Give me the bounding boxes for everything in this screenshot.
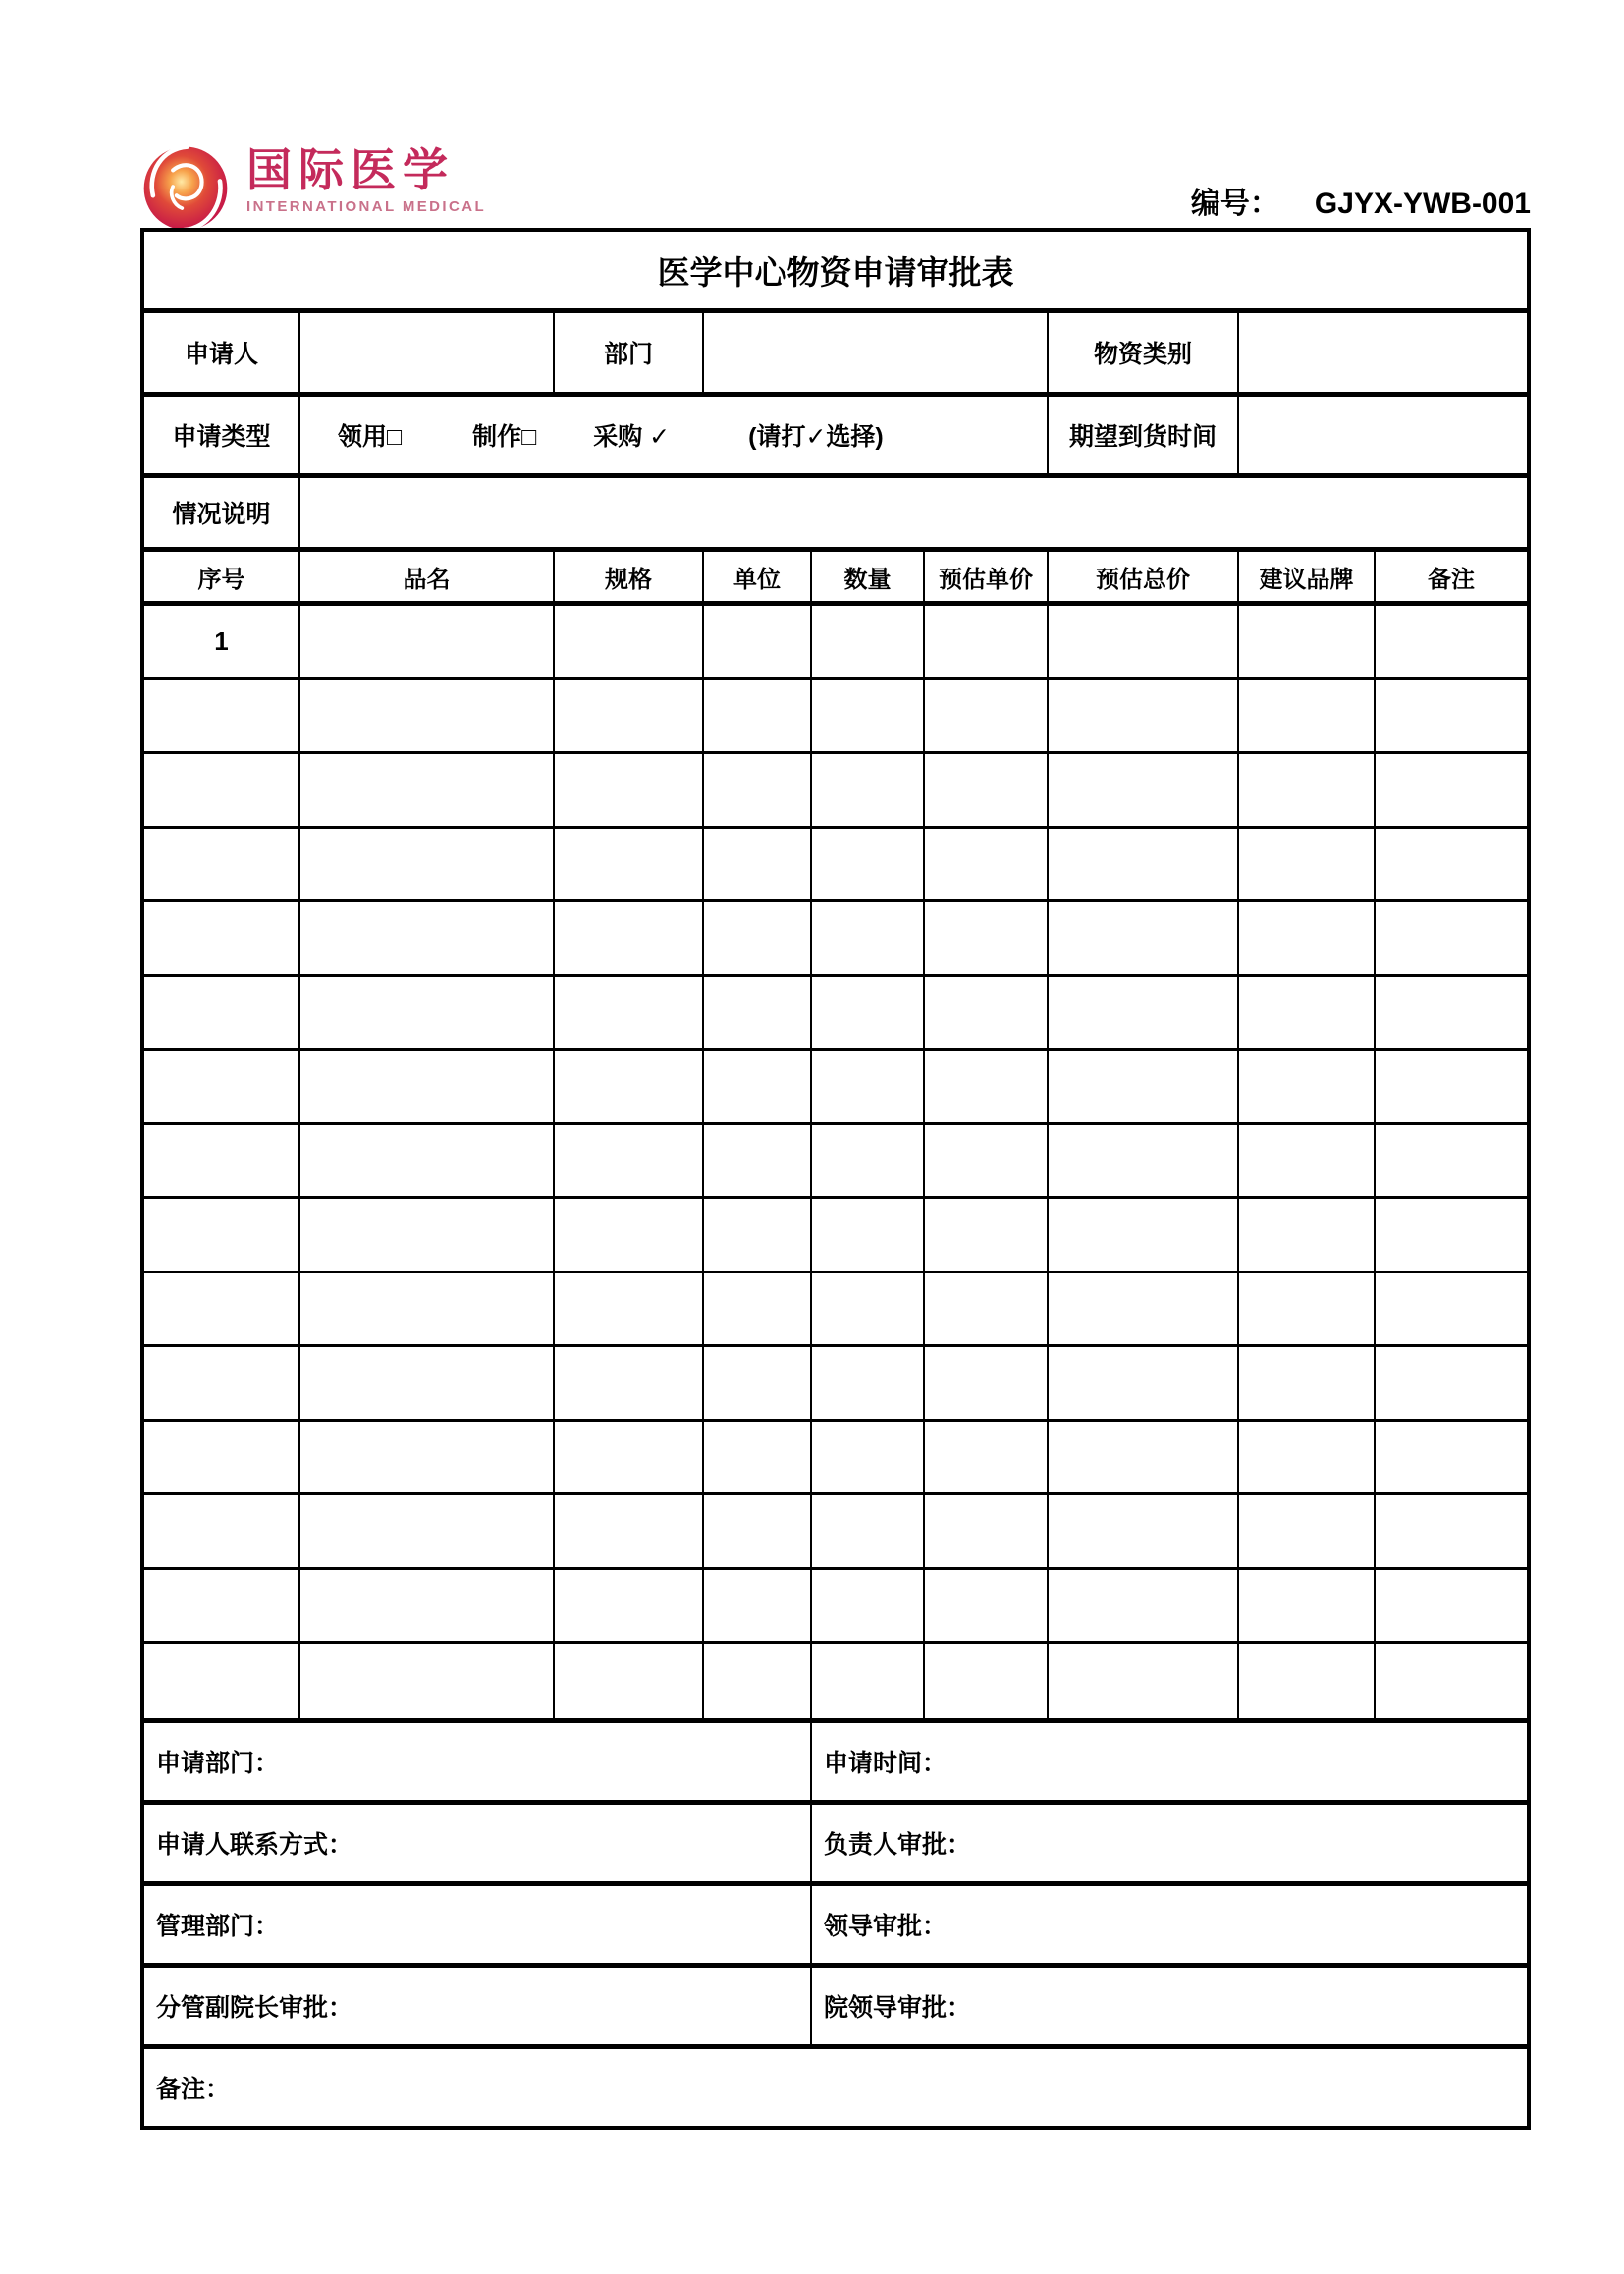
item-cell[interactable]: [144, 680, 300, 752]
table-row: [144, 754, 1527, 829]
item-cell[interactable]: [1376, 1570, 1527, 1642]
item-cell[interactable]: [704, 754, 812, 826]
item-cell[interactable]: [1239, 829, 1376, 900]
item-cell[interactable]: [812, 1347, 925, 1419]
item-cell[interactable]: [1376, 680, 1527, 752]
brand-logo: [140, 141, 486, 232]
item-cell[interactable]: [925, 902, 1049, 974]
item-cell[interactable]: [704, 902, 812, 974]
item-cell[interactable]: [704, 1199, 812, 1271]
col-header-brand: 建议品牌: [1239, 552, 1376, 601]
item-cell[interactable]: [555, 1347, 704, 1419]
col-header-total-price: 预估总价: [1049, 552, 1239, 601]
item-cell[interactable]: [812, 1051, 925, 1122]
approval-row: [144, 1968, 1527, 2049]
item-cell[interactable]: [300, 1347, 555, 1419]
item-cell[interactable]: [704, 606, 812, 677]
item-cell[interactable]: [144, 1644, 300, 1718]
item-cell[interactable]: [555, 1644, 704, 1718]
item-cell[interactable]: [300, 1273, 555, 1345]
table-row: [144, 977, 1527, 1052]
item-cell[interactable]: [1239, 606, 1376, 677]
item-cell[interactable]: [704, 680, 812, 752]
approval-field-right[interactable]: 领导审批：: [824, 1912, 947, 1940]
approval-row: [144, 1886, 1527, 1968]
col-header-unit-price: 预估单价: [925, 552, 1049, 601]
item-cell[interactable]: [1376, 1347, 1527, 1419]
table-row: [144, 1125, 1527, 1200]
applicant-input[interactable]: [300, 313, 555, 392]
item-cell[interactable]: [925, 1422, 1049, 1493]
item-cell[interactable]: [300, 1051, 555, 1122]
item-cell[interactable]: [1049, 902, 1239, 974]
item-cell[interactable]: [1049, 1347, 1239, 1419]
approval-field-left[interactable]: 管理部门：: [144, 1886, 812, 1963]
brand-name-en: INTERNATIONAL MEDICAL: [246, 197, 487, 215]
request-type-options: [300, 397, 1049, 473]
item-cell[interactable]: [704, 1051, 812, 1122]
col-header-unit: 单位: [704, 552, 812, 601]
brand-text: [246, 145, 486, 215]
department-input[interactable]: [704, 313, 1049, 392]
item-cell[interactable]: [812, 606, 925, 677]
item-cell[interactable]: [812, 1273, 925, 1345]
item-cell[interactable]: [812, 902, 925, 974]
item-cell[interactable]: [704, 1347, 812, 1419]
item-cell[interactable]: [1376, 902, 1527, 974]
col-header-remark: 备注: [1428, 566, 1475, 593]
item-cell[interactable]: [1376, 1199, 1527, 1271]
item-cell[interactable]: [300, 1644, 555, 1718]
item-cell[interactable]: [300, 680, 555, 752]
item-cell[interactable]: [555, 1422, 704, 1493]
item-cell[interactable]: [1376, 1051, 1527, 1122]
item-cell[interactable]: [812, 754, 925, 826]
item-cell[interactable]: [144, 1199, 300, 1271]
item-cell[interactable]: [555, 1125, 704, 1197]
item-cell[interactable]: [704, 1125, 812, 1197]
form-title: 医学中心物资申请审批表: [657, 253, 1014, 291]
item-cell[interactable]: [1049, 1570, 1239, 1642]
item-cell[interactable]: [704, 1273, 812, 1345]
table-row: [144, 1422, 1527, 1496]
item-cell[interactable]: [1376, 1125, 1527, 1197]
table-row: [144, 1273, 1527, 1348]
item-cell[interactable]: [925, 1644, 1049, 1718]
item-cell[interactable]: [1239, 902, 1376, 974]
item-cell[interactable]: [1239, 1495, 1376, 1567]
note-label: 备注：: [156, 2075, 231, 2103]
col-header-index: 序号: [144, 552, 300, 601]
item-cell[interactable]: [300, 1422, 555, 1493]
item-cell[interactable]: [1049, 1495, 1239, 1567]
approval-field-left[interactable]: 分管副院长审批：: [144, 1968, 812, 2044]
item-cell[interactable]: [812, 1422, 925, 1493]
item-cell[interactable]: [1049, 1422, 1239, 1493]
approval-field-right[interactable]: 院领导审批：: [824, 1993, 972, 2022]
approval-row: [144, 1805, 1527, 1886]
item-cell[interactable]: [1239, 1125, 1376, 1197]
item-cell[interactable]: [1239, 1347, 1376, 1419]
item-cell[interactable]: [300, 829, 555, 900]
item-cell[interactable]: [812, 829, 925, 900]
item-cell[interactable]: [300, 1570, 555, 1642]
table-row: [144, 1347, 1527, 1422]
item-cell[interactable]: [300, 606, 555, 677]
item-cell[interactable]: [1376, 829, 1527, 900]
item-cell[interactable]: [144, 1495, 300, 1567]
item-cell[interactable]: [1239, 1273, 1376, 1345]
item-cell[interactable]: [1239, 754, 1376, 826]
item-cell[interactable]: [925, 977, 1049, 1049]
table-row: [144, 1570, 1527, 1645]
request-type-row: [144, 397, 1527, 478]
note-input[interactable]: [144, 2049, 1527, 2126]
item-cell[interactable]: [300, 1199, 555, 1271]
item-cell[interactable]: [925, 1570, 1049, 1642]
item-cell[interactable]: [812, 1199, 925, 1271]
item-cell[interactable]: [1049, 1125, 1239, 1197]
table-row: [144, 1199, 1527, 1273]
request-form-table: [140, 228, 1531, 2130]
item-cell[interactable]: [144, 754, 300, 826]
items-header-row: [144, 552, 1527, 606]
item-cell[interactable]: [704, 829, 812, 900]
item-cell[interactable]: [144, 829, 300, 900]
item-cell[interactable]: [1376, 1644, 1527, 1718]
brand-name-cn: 国际医学: [246, 144, 455, 195]
item-cell[interactable]: [1376, 1273, 1527, 1345]
item-cell[interactable]: [704, 1495, 812, 1567]
item-cell[interactable]: [300, 1125, 555, 1197]
rose-logo-icon: [140, 141, 231, 232]
item-cell[interactable]: [1376, 977, 1527, 1049]
table-row: [144, 1644, 1527, 1718]
item-cell[interactable]: [144, 1570, 300, 1642]
item-cell[interactable]: [300, 902, 555, 974]
option-collect-checkbox[interactable]: 领用□: [338, 423, 403, 451]
table-row: [144, 1051, 1527, 1125]
item-cell[interactable]: [1239, 977, 1376, 1049]
item-cell[interactable]: [812, 977, 925, 1049]
col-header-spec: 规格: [555, 552, 704, 601]
col-header-quantity: 数量: [812, 552, 925, 601]
item-cell[interactable]: [555, 606, 704, 677]
approval-row: [144, 1723, 1527, 1805]
item-cell[interactable]: [1239, 1051, 1376, 1122]
check-hint-label: (请打✓选择): [748, 423, 884, 451]
item-cell[interactable]: [1239, 1422, 1376, 1493]
item-cell[interactable]: [144, 1273, 300, 1345]
item-cell[interactable]: [1049, 606, 1239, 677]
doc-number-value: GJYX-YWB-001: [1314, 188, 1531, 220]
item-cell[interactable]: [1049, 1644, 1239, 1718]
item-cell[interactable]: [925, 680, 1049, 752]
request-type-label: 申请类型: [144, 397, 300, 473]
item-cell[interactable]: [1049, 1199, 1239, 1271]
approval-field-left[interactable]: 申请人联系方式：: [144, 1805, 812, 1881]
item-cell[interactable]: [555, 680, 704, 752]
item-cell[interactable]: [1376, 1422, 1527, 1493]
item-cell[interactable]: [925, 1051, 1049, 1122]
option-purchase-checked[interactable]: 采购 ✓: [593, 423, 671, 451]
item-cell[interactable]: [1376, 754, 1527, 826]
item-cell[interactable]: [925, 829, 1049, 900]
item-cell[interactable]: [555, 1570, 704, 1642]
table-row: [144, 680, 1527, 755]
situation-input[interactable]: [300, 478, 1527, 547]
item-cell[interactable]: [1376, 1495, 1527, 1567]
item-cell[interactable]: [144, 1422, 300, 1493]
item-cell[interactable]: [555, 1199, 704, 1271]
item-cell[interactable]: [1049, 680, 1239, 752]
items-rows: [144, 606, 1527, 1723]
item-cell[interactable]: [812, 1644, 925, 1718]
item-cell[interactable]: [144, 1051, 300, 1122]
option-make-checkbox[interactable]: 制作□: [472, 423, 537, 451]
item-cell[interactable]: [925, 606, 1049, 677]
item-cell[interactable]: [925, 754, 1049, 826]
applicant-label: 申请人: [144, 313, 300, 392]
table-row: [144, 902, 1527, 977]
item-cell[interactable]: [812, 1495, 925, 1567]
category-label: 物资类别: [1049, 313, 1239, 392]
item-cell[interactable]: [812, 1570, 925, 1642]
item-cell[interactable]: [1239, 680, 1376, 752]
category-input[interactable]: [1239, 313, 1527, 392]
item-cell[interactable]: [144, 977, 300, 1049]
item-cell[interactable]: [704, 1570, 812, 1642]
department-label: 部门: [555, 313, 704, 392]
item-cell[interactable]: 1: [144, 606, 300, 677]
situation-label: 情况说明: [144, 478, 300, 547]
item-cell[interactable]: [555, 902, 704, 974]
item-cell[interactable]: [704, 977, 812, 1049]
item-cell[interactable]: [555, 977, 704, 1049]
item-cell[interactable]: [925, 1199, 1049, 1271]
item-cell[interactable]: [555, 829, 704, 900]
table-row: [144, 1495, 1527, 1570]
applicant-row: [144, 313, 1527, 397]
item-cell[interactable]: [925, 1495, 1049, 1567]
item-cell[interactable]: [925, 1347, 1049, 1419]
item-cell[interactable]: [1239, 1644, 1376, 1718]
col-header-item-name: 品名: [300, 552, 555, 601]
item-cell[interactable]: [144, 1125, 300, 1197]
item-cell[interactable]: [1239, 1199, 1376, 1271]
delivery-time-label: 期望到货时间: [1049, 397, 1239, 473]
note-row: [144, 2049, 1527, 2126]
item-cell[interactable]: [704, 1644, 812, 1718]
item-cell[interactable]: [704, 1422, 812, 1493]
table-row: [144, 606, 1527, 680]
item-cell[interactable]: [1049, 754, 1239, 826]
approval-rows: [144, 1723, 1527, 2049]
table-row: [144, 829, 1527, 903]
situation-row: [144, 478, 1527, 552]
item-cell[interactable]: [555, 1495, 704, 1567]
item-cell[interactable]: [144, 1347, 300, 1419]
item-cell[interactable]: [925, 1125, 1049, 1197]
item-cell[interactable]: [1049, 829, 1239, 900]
item-cell[interactable]: [925, 1273, 1049, 1345]
doc-number: [1191, 179, 1531, 222]
item-cell[interactable]: [144, 902, 300, 974]
title-row: [144, 232, 1527, 313]
item-cell[interactable]: [1049, 1051, 1239, 1122]
item-cell[interactable]: [1376, 606, 1527, 677]
item-cell[interactable]: [1239, 1570, 1376, 1642]
doc-number-label: 编号：: [1190, 188, 1279, 220]
item-cell[interactable]: [555, 754, 704, 826]
approval-field-right[interactable]: 申请时间：: [824, 1749, 947, 1777]
item-cell[interactable]: [555, 1051, 704, 1122]
approval-field-right[interactable]: 负责人审批：: [824, 1830, 972, 1859]
delivery-time-input[interactable]: [1239, 397, 1527, 473]
item-cell[interactable]: [1049, 977, 1239, 1049]
item-cell[interactable]: [300, 754, 555, 826]
item-cell[interactable]: [1049, 1273, 1239, 1345]
item-cell[interactable]: [812, 680, 925, 752]
approval-field-left[interactable]: 申请部门：: [144, 1723, 812, 1800]
item-cell[interactable]: [555, 1273, 704, 1345]
item-cell[interactable]: [812, 1125, 925, 1197]
item-cell[interactable]: [300, 977, 555, 1049]
item-cell[interactable]: [300, 1495, 555, 1567]
